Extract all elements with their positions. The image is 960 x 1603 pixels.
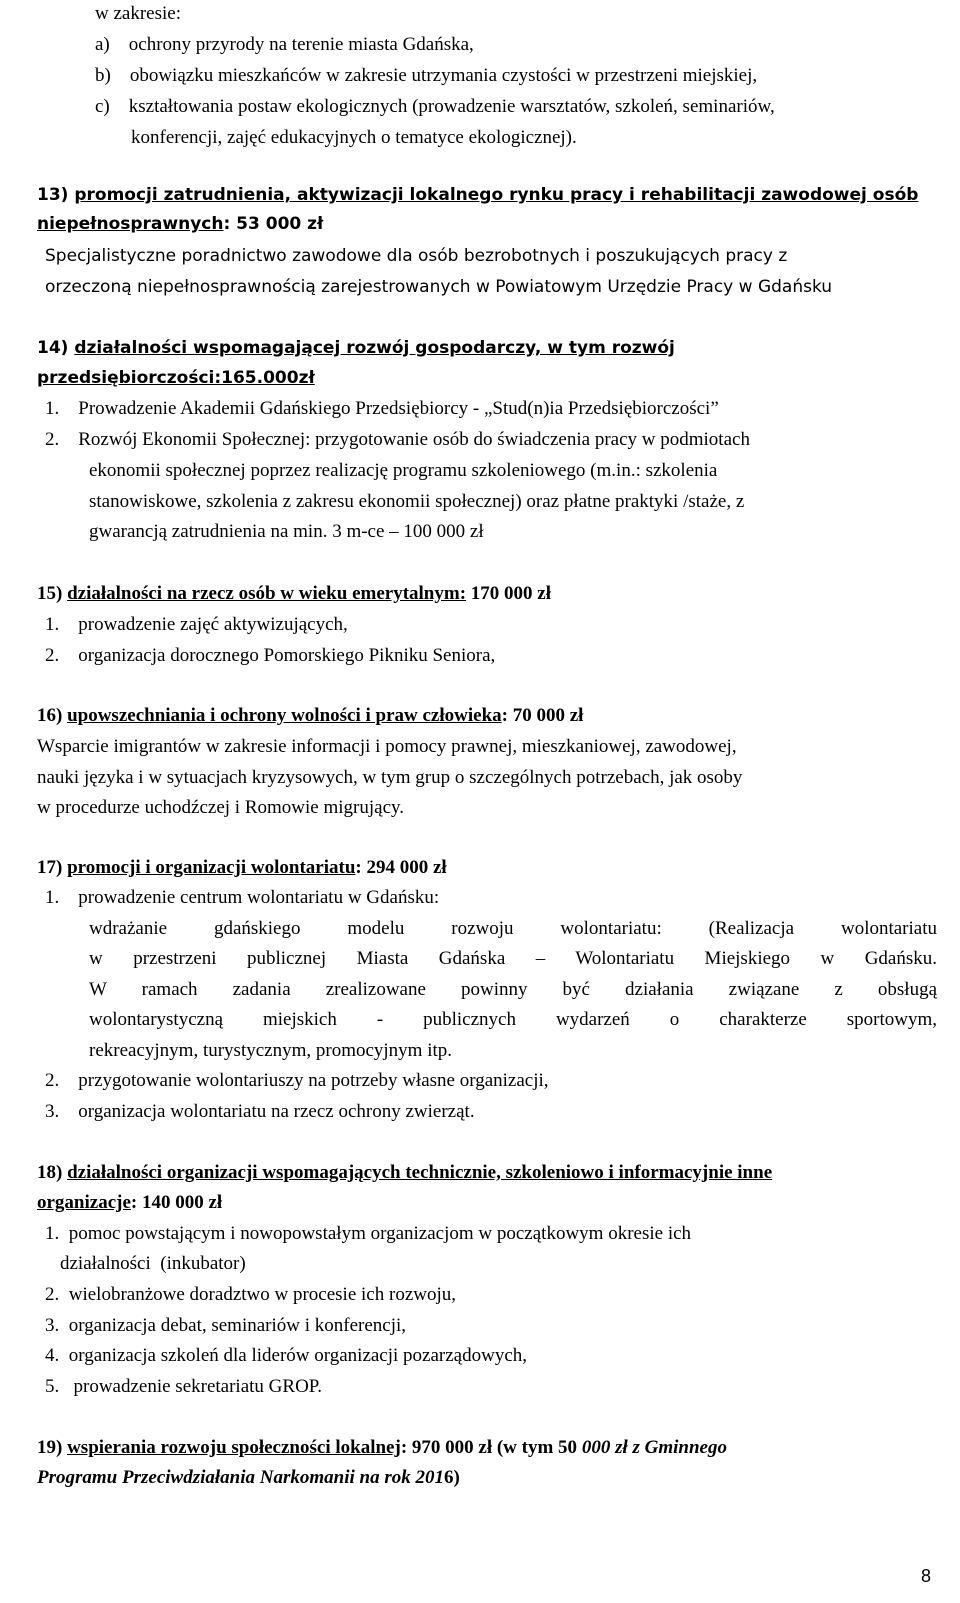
section-19-heading: 19) wspierania rozwoju społeczności lokalnej: 970 000 zł (w tym 50 000 zł z Gminnego <box>37 1437 727 1458</box>
list-item-continuation: stanowiskowe, szkolenia z zakresu ekonomii społecznej) oraz płatne praktyki /staże, z <box>89 491 745 512</box>
section-13-heading-cont: niepełnosprawnych: 53 000 zł <box>37 214 324 234</box>
section-13-desc: orzeczoną niepełnosprawnością zarejestrowanych w Powiatowym Urzędzie Pracy w Gdańsku <box>45 277 833 297</box>
list-item: 1. prowadzenie centrum wolontariatu w Gdańsku: <box>45 887 440 908</box>
section-16-desc: w procedurze uchodźczej i Romowie migrujący. <box>37 797 405 818</box>
intro-lead: w zakresie: <box>95 3 181 24</box>
section-14-heading-cont: przedsiębiorczości:165.000zł <box>37 368 315 388</box>
list-item-continuation: W ramach zadania zrealizowane powinny być działania związane z obsługą <box>89 979 937 1000</box>
page-number: 8 <box>921 1566 932 1586</box>
list-item: 2. wielobranżowe doradztwo w procesie ich rozwoju, <box>45 1284 456 1305</box>
list-item: 1. pomoc powstającym i nowopowstałym organizacjom w początkowym okresie ich <box>45 1223 692 1244</box>
section-16-desc: Wsparcie imigrantów w zakresie informacji i pomocy prawnej, mieszkaniowej, zawodowej, <box>37 736 737 757</box>
list-item-continuation: wolontarystyczną miejskich - publicznych wydarzeń o charakterze sportowym, <box>89 1009 937 1030</box>
list-item: 2. przygotowanie wolontariuszy na potrzeby własne organizacji, <box>45 1070 549 1091</box>
list-item: 1. prowadzenie zajęć aktywizujących, <box>45 614 348 635</box>
section-16-desc: nauki języka i w sytuacjach kryzysowych, w tym grup o szczególnych potrzebach, jak osoby <box>37 767 743 788</box>
section-17-heading: 17) promocji i organizacji wolontariatu: 294 000 zł <box>37 857 447 878</box>
section-13-desc: Specjalistyczne poradnictwo zawodowe dla osób bezrobotnych i poszukujących pracy z <box>45 246 788 266</box>
section-18-heading-cont: organizacje: 140 000 zł <box>37 1192 223 1213</box>
list-item-continuation: gwarancją zatrudnienia na min. 3 m-ce – 100 000 zł <box>89 521 484 542</box>
list-item: 2. organizacja dorocznego Pomorskiego Pikniku Seniora, <box>45 645 496 666</box>
list-item: 3. organizacja debat, seminariów i konferencji, <box>45 1315 407 1336</box>
section-18-heading: 18) działalności organizacji wspomagających technicznie, szkoleniowo i informacyjnie inne <box>37 1162 773 1183</box>
list-item: c) kształtowania postaw ekologicznych (prowadzenie warsztatów, szkoleń, seminariów, <box>95 96 775 117</box>
list-item: 3. organizacja wolontariatu na rzecz ochrony zwierząt. <box>45 1101 475 1122</box>
list-item: a) ochrony przyrody na terenie miasta Gdańska, <box>95 34 474 55</box>
list-item-continuation: działalności (inkubator) <box>60 1253 246 1274</box>
list-item-continuation: rekreacyjnym, turystycznym, promocyjnym itp. <box>89 1040 453 1061</box>
section-19-heading-cont: Programu Przeciwdziałania Narkomanii na rok 2016) <box>37 1467 460 1488</box>
section-15-heading: 15) działalności na rzecz osób w wieku emerytalnym: 170 000 zł <box>37 583 551 604</box>
list-item: 1. Prowadzenie Akademii Gdańskiego Przedsiębiorcy - „Stud(n)ia Przedsiębiorczości” <box>45 398 719 419</box>
list-item: b) obowiązku mieszkańców w zakresie utrzymania czystości w przestrzeni miejskiej, <box>95 65 758 86</box>
list-item: 5. prowadzenie sekretariatu GROP. <box>45 1376 323 1397</box>
list-item-continuation: konferencji, zajęć edukacyjnych o tematyce ekologicznej). <box>131 127 577 148</box>
list-item-continuation: w przestrzeni publicznej Miasta Gdańska – Wolontariatu Miejskiego w Gdańsku. <box>89 948 937 969</box>
list-item: 2. Rozwój Ekonomii Społecznej: przygotowanie osób do świadczenia pracy w podmiotach <box>45 429 750 450</box>
section-14-heading: 14) działalności wspomagającej rozwój gospodarczy, w tym rozwój <box>37 338 675 358</box>
section-16-heading: 16) upowszechniania i ochrony wolności i praw człowieka: 70 000 zł <box>37 705 584 726</box>
list-item-continuation: ekonomii społecznej poprzez realizację programu szkoleniowego (m.in.: szkolenia <box>89 460 718 481</box>
list-item-continuation: wdrażanie gdańskiego modelu rozwoju wolontariatu: (Realizacja wolontariatu <box>89 918 937 939</box>
section-13-heading: 13) promocji zatrudnienia, aktywizacji lokalnego rynku pracy i rehabilitacji zawodowej osób <box>37 185 919 205</box>
list-item: 4. organizacja szkoleń dla liderów organizacji pozarządowych, <box>45 1345 528 1366</box>
